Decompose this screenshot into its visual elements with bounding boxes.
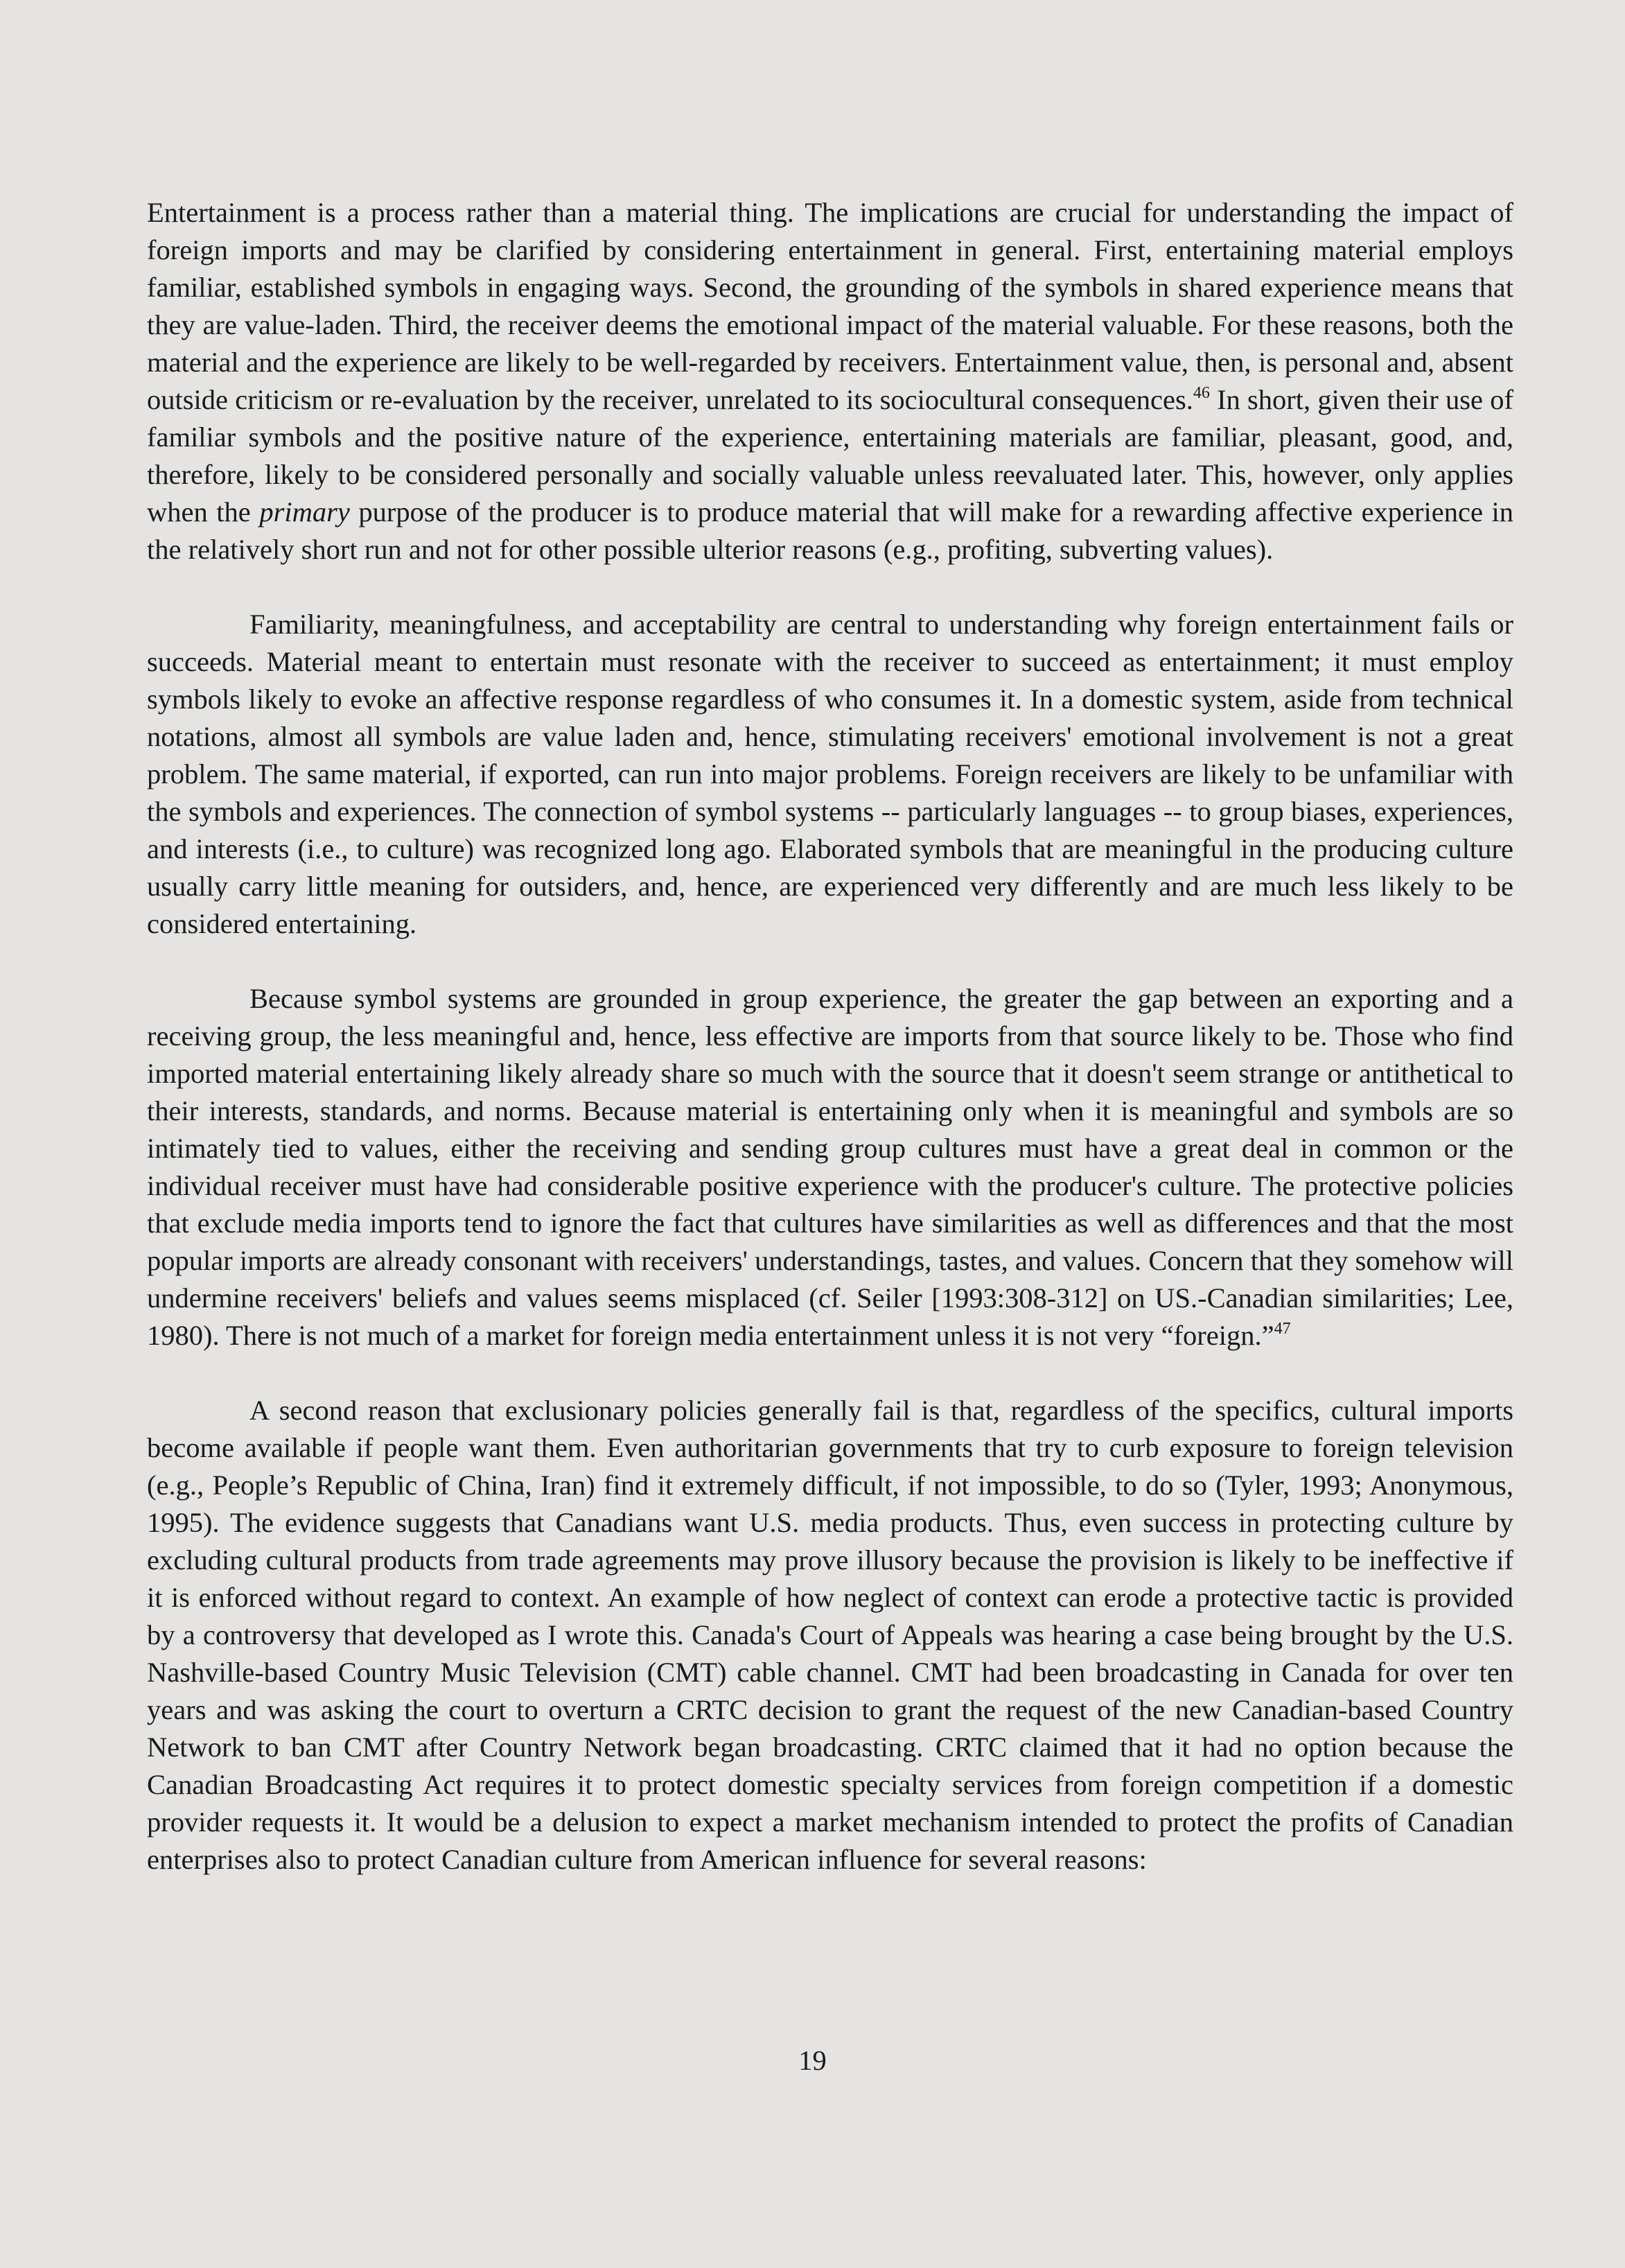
paragraph-3-text: Because symbol systems are grounded in group experience, the greater the gap between an exporting and a receiving group, the less meaningful and, hence, less effective are imports from that source likely to be. Those who find imported material entertaining likely already share so much with the source that it doesn't seem strange or antithetical to their interests, standards, and norms. Because material is entertaining only when it is meaningful and symbols are so intimately tied to values, either the receiving and sending group cultures must have a great deal in common or the individual receiver must have had considerable positive experience with the producer's culture. The protective policies that exclude media imports tend to ignore the fact that cultures have similarities as well as differences and that the most popular imports are already consonant with receivers' understandings, tastes, and values. Concern that they somehow will undermine receivers' beliefs and values seems misplaced (cf. Seiler [1993:308-312] on US.-Canadian similarities; Lee, 1980). There is not much of a market for foreign media entertainment unless it is not very “foreign.”: [147, 983, 1513, 1351]
paragraph-2: [147, 606, 1513, 943]
paragraph-1: [147, 194, 1513, 568]
paragraph-1-text-c: purpose of the producer is to produce material that will make for a rewarding affective experience in the relatively short run and not for other possible ulterior reasons (e.g., profiting, subverting values).: [147, 496, 1514, 565]
paragraph-1-text-a: Entertainment is a process rather than a material thing. The implications are crucial for understanding the impact of foreign imports and may be clarified by considering entertainment in general. First, entertaining material employs familiar, established symbols in engaging ways. Second, the grounding of the symbols in shared experience means that they are value-laden. Third, the receiver deems the emotional impact of the material valuable. For these reasons, both the material and the experience are likely to be well-regarded by receivers. Entertainment value, then, is personal and, absent outside criticism or re-evaluation by the receiver, unrelated to its sociocultural consequences.: [147, 197, 1513, 415]
paragraph-1-text-b: In short, given their use of familiar symbols and the positive nature of the experience, entertaining materials are familiar, pleasant, good, and, therefore, likely to be considered personally and socially valuable unless reevaluated later. This, however, only applies when the: [147, 384, 1513, 527]
footnote-ref-46: 46: [1193, 384, 1210, 402]
page-number: 19: [798, 2045, 827, 2076]
paragraph-2-text: Familiarity, meaningfulness, and acceptability are central to understanding why foreign entertainment fails or succeeds. Material meant to entertain must resonate with the receiver to succeed as entertainment; it must employ symbols likely to evoke an affective response regardless of who consumes it. In a domestic system, aside from technical notations, almost all symbols are value laden and, hence, stimulating receivers' emotional involvement is not a great problem. The same material, if exported, can run into major problems. Foreign receivers are likely to be unfamiliar with the symbols and experiences. The connection of symbol systems -- particularly languages -- to group biases, experiences, and interests (i.e., to culture) was recognized long ago. Elaborated symbols that are meaningful in the producing culture usually carry little meaning for outsiders, and, hence, are experienced very differently and are much less likely to be considered entertaining.: [147, 609, 1513, 939]
paragraph-gap: [147, 943, 1513, 980]
paragraph-gap: [147, 568, 1513, 606]
paragraph-gap: [147, 1354, 1513, 1392]
body-text: [147, 194, 1513, 1878]
paragraph-4: [147, 1392, 1513, 1878]
paragraph-3: [147, 980, 1513, 1354]
paragraph-4-text: A second reason that exclusionary policies generally fail is that, regardless of the specifics, cultural imports become available if people want them. Even authoritarian governments that try to curb exposure to foreign television (e.g., People’s Republic of China, Iran) find it extremely difficult, if not impossible, to do so (Tyler, 1993; Anonymous, 1995). The evidence suggests that Canadians want U.S. media products. Thus, even success in protecting culture by excluding cultural products from trade agreements may prove illusory because the provision is likely to be ineffective if it is enforced without regard to context. An example of how neglect of context can erode a protective tactic is provided by a controversy that developed as I wrote this. Canada's Court of Appeals was hearing a case being brought by the U.S. Nashville-based Country Music Television (CMT) cable channel. CMT had been broadcasting in Canada for over ten years and was asking the court to overturn a CRTC decision to grant the request of the new Canadian-based Country Network to ban CMT after Country Network began broadcasting. CRTC claimed that it had no option because the Canadian Broadcasting Act requires it to protect domestic specialty services from foreign competition if a domestic provider requests it. It would be a delusion to expect a market mechanism intended to protect the profits of Canadian enterprises also to protect Canadian culture from American influence for several reasons:: [147, 1395, 1513, 1875]
footnote-ref-47: 47: [1274, 1320, 1291, 1338]
paragraph-1-emphasis: primary: [259, 496, 350, 527]
